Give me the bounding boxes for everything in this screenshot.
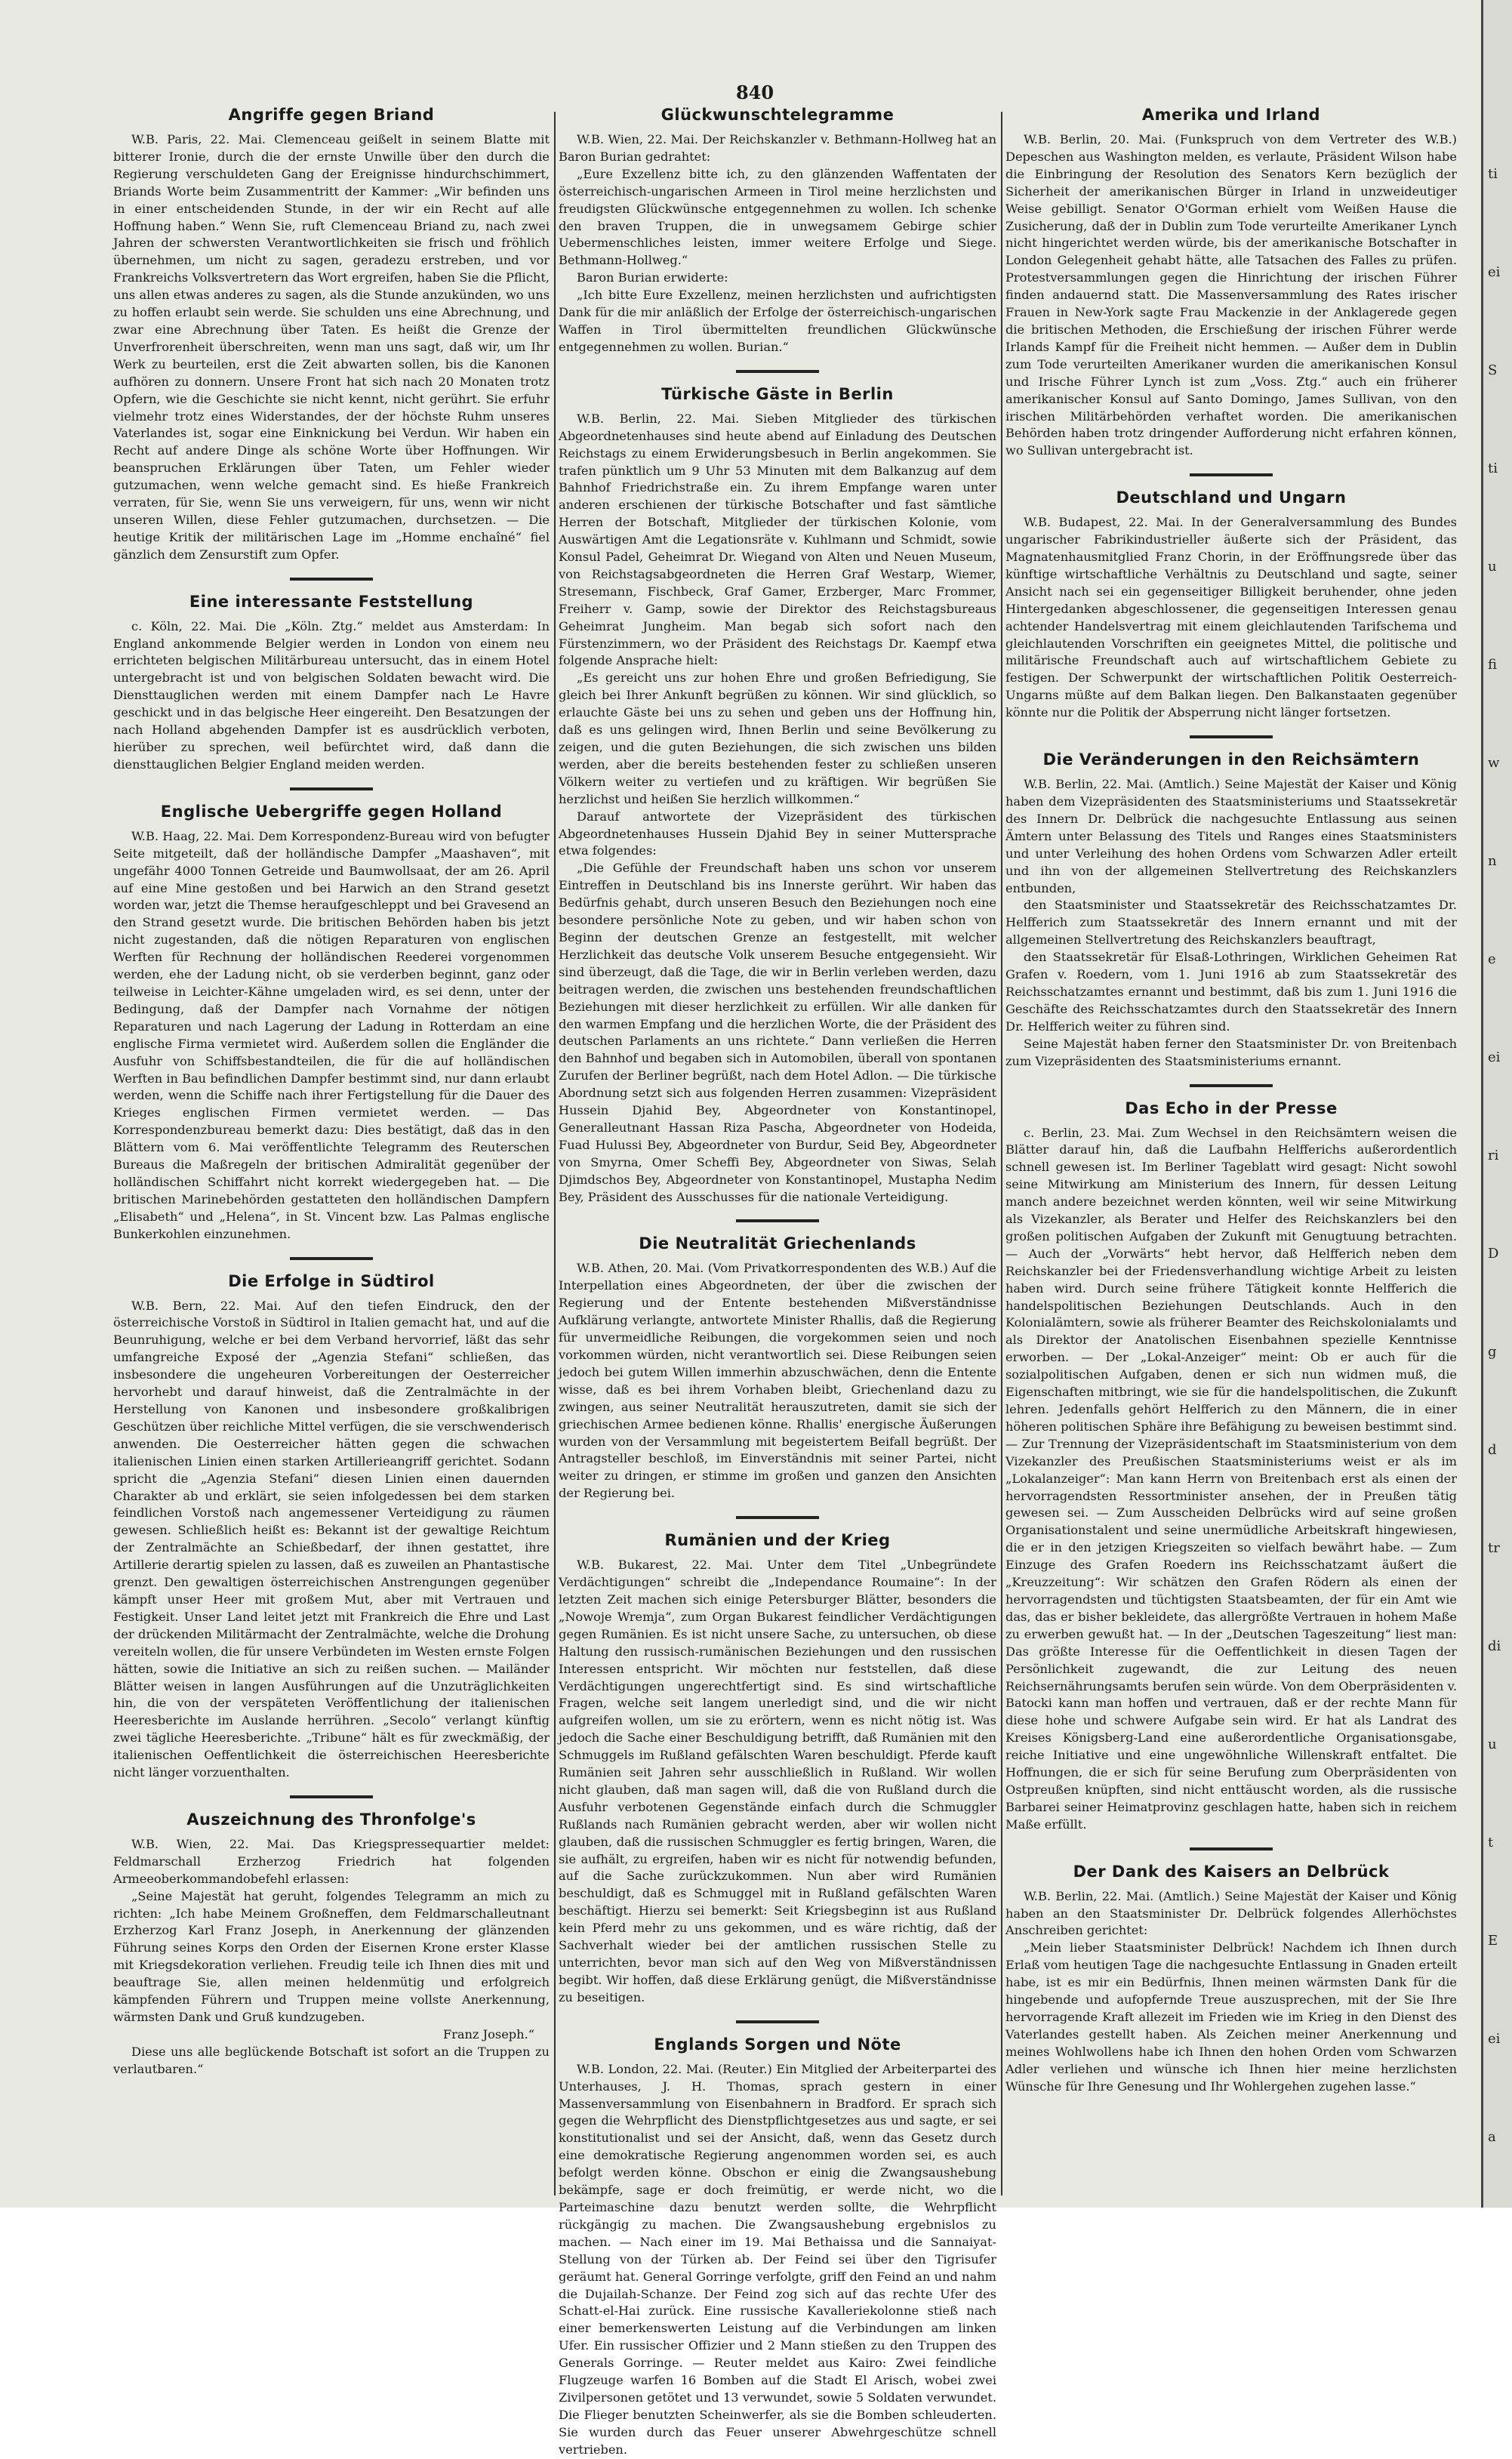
adjacent-page-fragment: e	[1488, 951, 1496, 967]
article-paragraph: W.B. Bern, 22. Mai. Auf den tiefen Eindruck, den der österreichische Vorstoß in Südtirol in Italien gemacht hat, und auf die Beunruhigung, welche er bei dem Verband hervorrief, läßt das sehr umfangreiche Exposé der „Agenzia Stefani“ schließen, das insbesondere die ungeheuren Vorbereitungen der Oesterreicher hervorhebt und darauf hinweist, daß die Zentralmächte in der Herstellung von Kanonen und insbesondere großkalibrigen Geschützen über reichliche Mittel verfügen, die sie verschwenderisch anwenden. Die Oesterreicher hätten gegen die schwachen italienischen Linien einen starken Artillerieangriff gerichtet. Sodann spricht die „Agenzia Stefani“ diesen Linien einen dauernden Charakter ab und erklärt, sie seien infolgedessen bei dem starken feindlichen Vorstoß nach angemessener Verteidigung zu räumen gewesen. Schließlich heißt es: Bekannt ist der gewaltige Reichtum der Zentralmächte an Schießbedarf, der ihnen gestattet, ihre Artillerie derartig spielen zu lassen, daß es zuweilen an Phantastische grenzt. Den gewaltigen österreichischen Anstrengungen gegenüber kämpft unser Heer mit großem Mut, aber mit Vertrauen und Festigkeit. Unser Land leitet jetzt mit Frankreich die Ehre und Last der drückenden Militärmacht der Zentralmächte, welche die Drohung vereiteln wollen, die für unsere Verbündeten im Westen ernste Folgen hätten, sowie die Initiative an sich zu reißen suchen. — Mailänder Blätter weisen in langen Ausführungen auf die Unzuträglichkeiten hin, die von der verspäteten Veröffentlichung der italienischen Heeresberichte im Auslande herrühren. „Secolo“ verlangt künftig zwei tägliche Heeresberichte. „Tribune“ hält es für zweckmäßig, der italienischen Oeffentlichkeit die österreichischen Heeresberichte nicht länger vorzuenthalten.	[113, 1298, 550, 1780]
article-separator	[1190, 1084, 1273, 1087]
adjacent-page-fragment: fi	[1488, 657, 1498, 673]
article-paragraph: „Ich bitte Eure Exzellenz, meinen herzlichsten und aufrichtigsten Dank für die mir anläßlich der Erfolge der österreichisch-ungarischen Waffen in Tirol übermittelten freundlichen Glückwünsche entgegennehmen zu wollen. Burian.“	[559, 288, 996, 354]
article-separator	[290, 1795, 373, 1798]
article-body	[113, 1836, 550, 2078]
article-paragraph: Baron Burian erwiderte:	[577, 270, 728, 285]
adjacent-page-fragment: di	[1488, 1638, 1501, 1654]
article-separator	[1190, 1847, 1273, 1850]
article-headline: Glückwunschtelegramme	[661, 106, 895, 124]
article-headline: Rumänien und der Krieg	[664, 1531, 891, 1550]
article-separator	[1190, 473, 1273, 476]
adjacent-page-fragment: E	[1488, 1933, 1498, 1949]
article	[559, 106, 996, 356]
article	[113, 106, 550, 564]
article-paragraph: Franz Joseph.“	[442, 2026, 534, 2041]
article-paragraph: „Die Gefühle der Freundschaft haben uns schon vor unserem Eintreffen in Deutschland bis ins Innerste gerührt. Wir haben das Bedürfnis gehabt, durch unseren Besuch den Beziehungen noch eine besondere persönliche Note zu geben, und wir haben schon von Beginn der deutschen Grenze an festgestellt, mit welcher Herzlichkeit das deutsche Volk unserem Besuche entgegensieht. Wir sind überzeugt, daß die Tage, die wir in Berlin verleben werden, dazu beitragen werden, die zwischen uns bestehenden freundschaftlichen Beziehungen mit dieser herzlichkeit zu erfüllen. Wir alle danken für den warmen Empfang und die herzlichen Worte, die der Präsident des deutschen Parlaments an uns richtete.“ Dann verließen die Herren den Bahnhof und begaben sich in Automobilen, überall von spontanen Zurufen der Berliner begrüßt, nach dem Hotel Adlon. — Die türkische Abordnung setzt sich aus folgenden Herren zusammen: Vizepräsident Hussein Djahid Bey, Abgeordneter von Konstantinopel, Generalleutnant Hassan Riza Pascha, Abgeordneter von Hodeida, Fuad Hulussi Bey, Abgeordneter von Burdur, Seid Bey, Abgeordneter von Smyrna, Omer Scheffi Bey, Abgeordneter von Siwas, Selah Djimdschos Bey, Abgeordneter von Konstantinopel, Mustapha Nedim Bey, Präsident des Ausschusses für die nationale Verteidigung.	[559, 861, 996, 1204]
article	[559, 2035, 996, 2459]
article-paragraph: W.B. Wien, 22. Mai. Der Reichskanzler v. Bethmann-Hollweg hat an Baron Burian gedrahtet:	[559, 132, 996, 164]
article-headline: Deutschland und Ungarn	[1116, 488, 1347, 507]
article-separator	[290, 578, 373, 581]
adjacent-page-fragment: ei	[1488, 1049, 1501, 1065]
adjacent-page-fragment: d	[1488, 1442, 1497, 1458]
article-paragraph: c. Berlin, 23. Mai. Zum Wechsel in den Reichsämtern weisen die Blätter darauf hin, daß die Laufbahn Helfferichs außerordentlich schnell gewesen ist. Im Berliner Tageblatt wird gesagt: Nicht sowohl seine Mitwirkung am Ministerium des Innern, für dessen Leitung manch andere bezeichnet werden könnten, weil wir seine Mitwirkung als Vizekanzler, als Berater und Helfer des Reichskanzlers bei den großen politischen Aufgaben der Zukunft mit Genugtuung betrachten. — Auch der „Vorwärts“ hebt hervor, daß Helfferich neben dem Reichskanzler bei der Friedensverhandlung wichtige Arbeit zu leisten haben wird. Durch seine frühere Tätigkeit konnte Helfferich die handelspolitischen Beziehungen Deutschlands. Auch in den Kolonialämtern, sowie als früherer Beamter des Reichskolonialamts und als Direktor der Anatolischen Eisenbahnen spezielle Kenntnisse erworben. — Der „Lokal-Anzeiger“ meint: Ob er auch für die sozialpolitischen Aufgaben, denen er sich nun widmen muß, die Eigenschaften mitbringt, wie sie für die handelspolitischen, die Zukunft lehren. Jedenfalls gehört Helfferich zu den Männern, die in einer höheren politischen Sphäre ihre Befähigung zu beweisen bestimmt sind. — Zur Trennung der Vizepräsidentschaft im Staatsministerium von dem Vizekanzler des Preußischen Staatsministeriums weist er als im „Lokalanzeiger“: Man kann Herrn von Breitenbach erst als einen der hervorragendsten Ressortminister ansehen, der in Preußen tätig gewesen sei. — Zum Ausscheiden Delbrücks wird auf seine großen Organisationstalent und seine unermüdliche Arbeitskraft hingewiesen, die er in den jetzigen Kriegszeiten so vielfach bewährt habe. — Zum Einzuge des Grafen Roedern ins Reichsschatzamt äußert die „Kreuzzeitung“: Wir schätzen den Grafen Rödern als einen der hervorragendsten und tüchtigsten Staatsbeamten, der für ein Amt wie das, das er bisher bekleidete, das allergrößte Vertrauen in hohem Maße zu erwerben gewußt hat. — In der „Deutschen Tageszeitung“ liest man: Das größte Interesse für die Oeffentlichkeit in diesen Tagen der Persönlichkeit zugewandt, die zur Leitung des neuen Reichsernährungsamts berufen sein würde. Von dem Oberpräsidenten v. Batocki kann man hoffen und vertrauen, daß er der rechte Mann für diese hohe und schwere Aufgabe sein wird. Er hat als Landrat des Kreises Königsberg-Land eine außerordentliche Organisationsgabe, reiche Initiative und eine ungewöhnliche Willenskraft entfaltet. Die Hoffnungen, die er sich für seine Berufung zum Oberpräsidenten von Ostpreußen knüpften, sind nicht enttäuscht worden, als die russische Barbarei seiner Heimatprovinz geschlagen hatte, haben sich in reichem Maße erfüllt.	[1005, 1125, 1457, 1832]
article	[1005, 106, 1457, 460]
adjacent-page-fragment: tr	[1488, 1540, 1500, 1556]
article-paragraph: W.B. Berlin, 22. Mai. (Amtlich.) Seine Majestät der Kaiser und König haben an den Staatsminister Dr. Delbrück folgendes Allerhöchstes Anschreiben gerichtet:	[1005, 1888, 1457, 1938]
article-separator	[736, 1219, 819, 1222]
article-body	[1005, 776, 1457, 1070]
article-paragraph: „Eure Exzellenz bitte ich, zu den glänzenden Waffentaten der österreichisch-ungarischen Armeen in Tirol meine herzlichsten und freudigsten Glückwünsche entgegennehmen zu wollen. Ich schenke den braven Truppen, die in unwegsamem Gebirge schier Uebermenschliches leisten, immer weitere Erfolge und Siege. Bethmann-Hollweg.“	[559, 166, 996, 268]
article-separator	[290, 787, 373, 790]
article-body	[113, 131, 550, 564]
adjacent-page-fragment: ei	[1488, 2031, 1501, 2047]
adjacent-page-fragment: D	[1488, 1246, 1499, 1262]
article-body	[559, 411, 996, 1206]
column-3	[1005, 106, 1457, 2197]
article-separator	[1190, 735, 1273, 738]
article-paragraph: W.B. Paris, 22. Mai. Clemenceau geißelt in seinem Blatte mit bitterer Ironie, durch die der ernste Unwille über den durch die Regierung verschuldeten Gang der Ereignisse hindurchschimmert, Briands Worte beim Zusammentritt der Kammer: „Wir befinden uns in einer entscheidenden Stunde, in der wir ein Recht auf alle Hoffnung haben.“ Wenn Sie, ruft Clemenceau Briand zu, nach zwei Jahren der schwersten Verantwortlichkeiten sie frisch und fröhlich übernehmen, um nicht zu sagen, geradezu erstreben, und vor Frankreichs Volksvertretern das Wort ergreifen, haben Sie die Pflicht, uns allen etwas anderes zu sagen, als die Stunde anzukünden, wo uns zu hoffen erlaubt sein werde. Sie schulden uns eine Abrechnung, und zwar eine Abrechnung über Taten. Es heißt die Grenze der Unverfrorenheit überschreiten, wenn man uns sagt, daß wir, um Ihr Werk zu beurteilen, erst die Zeit abwarten sollen, bis die Kanonen aufhören zu donnern. Unsere Front hat sich nach 20 Monaten trotz Opfern, wie die Geschichte sie nicht kennt, nicht gerührt. Sie erfuhr vielmehr trotz eines Widerstandes, der der höchste Ruhm unseres Vaterlandes ist, sogar eine Einknickung bei Verdun. Wir haben ein Recht auf andere Dinge als schöne Worte über Hoffnungen. Wir beanspruchen Erklärungen über Taten, um Fehler wieder gutzumachen, wenn welche gemacht sind. Es hieße Frankreich verraten, für Sie, wenn Sie uns verweigern, für uns, wenn wir nicht unseren Willen, diese Fehler gutzumachen, durchsetzen. — Die heutige Kritik der militärischen Lage im „Homme enchaîné“ fiel gänzlich dem Zensurstift zum Opfer.	[113, 132, 550, 562]
article-headline: Angriffe gegen Briand	[228, 106, 435, 124]
adjacent-page-fragment: ti	[1488, 461, 1498, 476]
adjacent-page-fragment: ri	[1488, 1148, 1499, 1163]
adjacent-page-fragment: u	[1488, 1736, 1497, 1752]
article-headline: Türkische Gäste in Berlin	[661, 384, 894, 403]
article-headline: Englands Sorgen und Nöte	[654, 2035, 901, 2054]
article-paragraph: W.B. London, 22. Mai. (Reuter.) Ein Mitglied der Arbeiterpartei des Unterhauses, J. H. Thomas, sprach gestern in einer Massenversammlung von Eisenbahnern in Bradford. Er sprach sich gegen die Wehrpflicht des Dienstpflichtgesetzes aus und sagte, er sei konstitutionalist und sei der Ansicht, daß, wenn das Gesetz durch eine demokratische Regierung angenommen worden sei, es auch befolgt werden könne. Obschon er einig die Zwangsaushebung bekämpfe, sage er doch freimütig, er werde nicht, wo die Parteimaschine dazu benutzt werden sollte, die Wehrpflicht rückgängig zu machen. Die Zwangsaushebung ergebnislos zu machen. — Nach einer im 19. Mai Bethaissa und die Sannaiyat-Stellung von der Türken ab. Der Feind sei über den Tigrisufer geräumt hat. General Gorringe verfolgte, griff den Feind an und nahm die Dujailah-Schanze. Der Feind zog sich auf das rechte Ufer des Schatt-el-Hai zurück. Eine russische Kavalleriekolonne stieß nach einer bemerkenswerten Leistung auf die Verbindungen am linken Ufer. Ein russischer Offizier und 2 Mann stießen zu den Truppen des Generals Gorringe. — Reuter meldet aus Kairo: Zwei feindliche Flugzeuge warfen 16 Bomben auf die Stadt El Arisch, wobei zwei Zivilpersonen getötet und 13 verwundet, sowie 5 Soldaten verwundet. Die Flieger benutzten Scheinwerfer, als sie die Bomben schleuderten. Sie wurden durch das Feuer unserer Abwehrgeschütze schnell vertrieben.	[559, 2061, 996, 2457]
article-headline: Die Veränderungen in den Reichsämtern	[1042, 750, 1420, 769]
article-paragraph: den Staatsminister und Staatssekretär des Reichsschatzamtes Dr. Helfferich zum Staatssekretär des Innern ernannt und mit der allgemeinen Stellvertretung des Reichskanzlers beauftragt,	[1005, 898, 1457, 948]
article-separator	[736, 370, 819, 373]
article-paragraph: W.B. Haag, 22. Mai. Dem Korrespondenz-Bureau wird von befugter Seite mitgeteilt, daß der holländische Dampfer „Maashaven“, mit ungefähr 4000 Tonnen Getreide und Baumwollsaat, der am 26. April auf eine Mine gestoßen und bei Harwich an den Strand gesetzt worden war, jetzt die Themse heraufgeschleppt und bei Gravesend an den Strand gesetzt wurde. Die britischen Behörden haben bis jetzt nicht zugestanden, daß die nötigen Reparaturen von englischen Werften für Rechnung der holländischen Reederei vorgenommen werden, ehe der Ladung nicht, ob sie verderben beginnt, ganz oder teilweise in Leichter-Kähne umgeladen wird, es sei denn, unter der Bedingung, daß der Dampfer nach Vornahme der nötigen Reparaturen und nach Lagerung der Ladung in Rotterdam an eine englische Firma vermietet wird. Außerdem sollen die Engländer die Ausfuhr von Schiffsbestandteilen, die für die auf holländischen Werften in Bau befindlichen Dampfer bestimmt sind, nur dann erlaubt werden, wenn die Schiffe nach ihrer Fertigstellung für die Dauer des Krieges englischen Firmen vermietet werden. — Das Korrespondenzbureau bemerkt dazu: Dies bestätigt, daß das in den Blättern vom 6. Mai veröffentlichte Telegramm des Reuterschen Bureaus die Maßregeln der britischen Admiralität gegenüber der holländischen Schiffahrt nicht korrekt wiedergegeben hat. — Die britischen Marinebehörden gestatteten den holländischen Dampfern „Elisabeth“ und „Helena“, in St. Vincent bzw. Las Palmas englische Bunkerkohlen einzunehmen.	[113, 828, 550, 1241]
article-body	[559, 1260, 996, 1502]
article-body	[113, 618, 550, 774]
article	[1005, 1863, 1457, 2096]
article-headline: Der Dank des Kaisers an Delbrück	[1073, 1862, 1390, 1881]
article-body	[113, 1298, 550, 1782]
article-paragraph: W.B. Budapest, 22. Mai. In der Generalversammlung des Bundes ungarischer Fabrikindustrieller äußerte sich der Präsident, das Magnatenhausmitglied Franz Chorin, in der Eröffnungsrede über das künftige wirtschaftliche Verhältnis zu Deutschland und sagte, seiner Ansicht nach sei ein gegenseitiger Billigkeit beruhender, ohne jeden Hintergedanken abgeschlossener, die gegenseitigen Interessen genau achtender Handelsvertrag mit einem gleichlautenden Tarifschema und gleichlautenden Vorschriften ein geeignetes Mittel, die politische und militärische Freundschaft auch auf wirtschaftlichem Gebiete zu festigen. Der Schwerpunkt der wirtschaftlichen Politik Oesterreich-Ungarns müßte auf dem Balkan liegen. Den Balkanstaaten gegenüber könnte nur die Politik der Absperrung nicht länger fortsetzen.	[1005, 515, 1457, 720]
article-separator	[736, 1516, 819, 1519]
article	[559, 1234, 996, 1502]
adjacent-page-fragment: u	[1488, 559, 1497, 575]
article	[1005, 750, 1457, 1070]
adjacent-page-fragment: g	[1488, 1344, 1497, 1360]
page-number: 840	[735, 82, 774, 103]
adjacent-page-fragment: ei	[1488, 264, 1501, 280]
article-headline: Das Echo in der Presse	[1125, 1099, 1338, 1117]
article-body	[1005, 514, 1457, 722]
adjacent-page-fragment: t	[1488, 1835, 1494, 1850]
article-paragraph: Diese uns alle beglückende Botschaft ist sofort an die Truppen zu verlautbaren.“	[113, 2044, 550, 2076]
article-paragraph: W.B. Berlin, 20. Mai. (Funkspruch von dem Vertreter des W.B.) Depeschen aus Washington melden, es verlaute, Präsident Wilson habe die Einbringung der Resolution des Senators Kern bezüglich der Sicherheit der amerikanischen Bürger in Irland in unzweideutiger Weise gebilligt. Senator O'Gorman erhielt vom Weißen Hause die Zusicherung, daß der in Dublin zum Tode verurteilte Amerikaner Lynch nicht hingerichtet werden würde, bis der amerikanische Botschafter in London Gelegenheit gehabt hätte, alle Tatsachen des Falles zu prüfen. Protestversammlungen gegen die Hinrichtung der irischen Führer finden andauernd statt. Die Massenversammlung des Rates irischer Frauen in New-York sagte Frau Mackenzie in der Anklagerede gegen die britischen Methoden, die Erschießung der irischen Führer werde Irlands Kampf für die Freiheit nicht hemmen. — Außer dem in Dublin zum Tode verurteilten Amerikaner wurden die amerikanischen Konsul und Irische Führer Lynch ist zum „Voss. Ztg.“ auch ein früherer amerikanischer Konsul auf Santo Domingo, James Sullivan, von den irischen Militärbehörden verhaftet worden. Die amerikanischen Behörden haben trotz dringender Aufforderung nicht erfahren können, wo Sullivan untergebracht ist.	[1005, 132, 1457, 458]
article-paragraph: „Seine Majestät hat geruht, folgendes Telegramm an mich zu richten: „Ich habe Meinem Großneffen, dem Feldmarschalleutnant Erzherzog Karl Franz Joseph, in Anerkennung der glänzenden Führung seines Korps den Orden der Eisernen Krone erster Klasse mit Kriegsdekoration verliehen. Freudig teile ich Ihnen dies mit und beauftrage Sie, allen meinen heldenmütig und erfolgreich kämpfenden Führern und Truppen meine vollste Anerkennung, wärmsten Dank und Gruß kundzugeben.	[113, 1888, 550, 2024]
column-rule-1	[554, 112, 556, 2196]
article	[113, 593, 550, 774]
article-headline: Amerika und Irland	[1141, 106, 1321, 124]
article-headline: Die Erfolge in Südtirol	[228, 1271, 435, 1290]
adjacent-page-fragment: w	[1488, 755, 1500, 771]
column-rule-2	[1001, 112, 1002, 2196]
adjacent-page-fragment: a	[1488, 2129, 1496, 2145]
adjacent-page-edge	[1481, 0, 1512, 2208]
article-paragraph: „Mein lieber Staatsminister Delbrück! Nachdem ich Ihnen durch Erlaß vom heutigen Tage die nachgesuchte Entlassung in Gnaden erteilt habe, ist es mir ein Bedürfnis, Ihnen meinen wärmsten Dank für die hingebende und aufopfernde Treue auszusprechen, mit der Sie Ihre hervorragende Kraft allezeit im Frieden wie im Krieg in den Dienst des Vaterlandes gestellt haben. Als Zeichen meiner Anerkennung und meines Wohlwollens habe ich Ihnen den hohen Orden vom Schwarzen Adler verliehen und wünsche ich Ihnen hier meine herzlichsten Wünsche für Ihre Genesung und Ihr Wohlergehen zugehen lasse.“	[1005, 1940, 1457, 2094]
article-body	[559, 131, 996, 356]
article-paragraph: „Es gereicht uns zur hohen Ehre und großen Befriedigung, Sie gleich bei Ihrer Ankunft begrüßen zu können. Wir sind glücklich, so erlauchte Gäste bei uns zu sehen und geben uns der Hoffnung hin, daß es uns gelingen wird, Ihnen Berlin und seine Bevölkerung zu zeigen, und die guten Beziehungen, die sich zwischen uns bilden werden, aber die bereits bestehenden fester zu schließen unseren Völkern weiter zu vertiefen und zu kräftigen. Wir begrüßen Sie herzlichst und heißen Sie herzlich willkommen.“	[559, 670, 996, 806]
article	[113, 803, 550, 1243]
article-body	[1005, 1888, 1457, 2096]
article-headline: Eine interessante Feststellung	[189, 592, 474, 611]
article	[113, 1810, 550, 2078]
article-paragraph: c. Köln, 22. Mai. Die „Köln. Ztg.“ meldet aus Amsterdam: In England ankommende Belgier werden in London von einem neu errichteten belgischen Militärbureau untersucht, das in einem Hotel untergebracht ist und von belgischen Soldaten bewacht wird. Die Diensttauglichen werden mit einem Dampfer nach Le Havre geschickt und in das belgische Heer eingereiht. Den Besatzungen der nach Holland abgehenden Dampfer ist es ausdrücklich verboten, hierüber zu sprechen, weil befürchtet wird, daß dann die diensttauglichen Belgier England meiden werden.	[113, 618, 550, 772]
article-headline: Englische Uebergriffe gegen Holland	[160, 802, 503, 821]
article-paragraph: W.B. Berlin, 22. Mai. (Amtlich.) Seine Majestät der Kaiser und König haben dem Vizepräsidenten des Staatsministeriums und Staatssekretär des Innern Dr. Delbrück die nachgesuchte Entlassung aus seinen Ämtern unter Belassung des Titels und Ranges eines Staatsministers und unter Verleihung des hohen Ordens vom Schwarzen Adler erteilt und ihn von der allgemeinen Stellvertretung des Reichskanzlers entbunden,	[1005, 777, 1457, 895]
article-headline: Auszeichnung des Thronfolge's	[186, 1810, 476, 1829]
article	[113, 1272, 550, 1782]
article	[1005, 488, 1457, 722]
adjacent-page-fragment: n	[1488, 853, 1497, 869]
article-headline: Die Neutralität Griechenlands	[639, 1234, 916, 1253]
article-separator	[736, 2020, 819, 2023]
adjacent-page-fragment: ti	[1488, 166, 1498, 182]
article	[1005, 1099, 1457, 1834]
article-paragraph: Darauf antwortete der Vizepräsident des türkischen Abgeordnetenhauses Hussein Djahid Bey in seiner Muttersprache etwa folgendes:	[559, 809, 996, 858]
article	[559, 1531, 996, 2007]
article-paragraph: W.B. Wien, 22. Mai. Das Kriegspressequartier meldet: Feldmarschall Erzherzog Friedrich hat folgenden Armeeoberkommandobefehl erlassen:	[113, 1836, 550, 1886]
column-1	[113, 106, 550, 2197]
article-body	[1005, 131, 1457, 460]
article-paragraph: W.B. Athen, 20. Mai. (Vom Privatkorrespondenten des W.B.) Auf die Interpellation eines Abgeordneten, der über die zwischen der Regierung und der Entente bestehenden Mißverständnisse Aufklärung verlangte, antwortete Minister Rhallis, daß die Regierung für unvermeidliche Reibungen, die vorgekommen seien und noch vorkommen würden, nicht verantwortlich sei. Diese Reibungen seien jedoch bei gutem Willen immerhin abzuschwächen, denn die Entente wisse, daß es bei ihrem Vorhaben bleibt, Griechenland dazu zu zwingen, aus seiner Neutralität herauszutreten, damit sie sich der griechischen Armee bedienen könne. Rhallis' energische Äußerungen wurden von der Versammlung mit begeistertem Beifall begrüßt. Der Antragsteller beschloß, im Einverständnis mit seiner Partei, nicht weiter zu dringen, er stimme im großen und ganzen den Ansichten der Regierung bei.	[559, 1261, 996, 1501]
column-2	[559, 106, 996, 2457]
article-body	[113, 828, 550, 1243]
article-paragraph: den Staatssekretär für Elsaß-Lothringen, Wirklichen Geheimen Rat Grafen v. Roedern, vom 1. Juni 1916 ab zum Staatssekretär des Reichsschatzamtes ernannt und bestimmt, daß bis zum 1. Juni 1916 die Geschäfte des Reichsschatzamtes durch den Staatssekretär des Innern Dr. Helfferich weiter zu führen sind.	[1005, 950, 1457, 1034]
article	[559, 385, 996, 1206]
article-paragraph: Seine Majestät haben ferner den Staatsminister Dr. von Breitenbach zum Vizepräsidenten des Staatsministeriums ernannt.	[1005, 1036, 1457, 1068]
article-body	[1005, 1125, 1457, 1834]
article-body	[559, 2061, 996, 2459]
article-body	[559, 1557, 996, 2007]
article-paragraph: W.B. Bukarest, 22. Mai. Unter dem Titel „Unbegründete Verdächtigungen“ schreibt die „Independance Roumaine“: In der letzten Zeit machen sich einige Petersburger Blätter, besonders die „Nowoje Wremja“, zum Organ Bukarest feindlicher Verdächtigungen gegen Rumänien. Es ist nicht unsere Sache, zu untersuchen, ob diese Haltung den russisch-rumänischen Beziehungen und den russischen Interessen entspricht. Wir möchten nur feststellen, daß diese Verdächtigungen ungerechtfertigt sind. Es sind wirtschaftliche Fragen, welche seit langem unerledigt sind, und die wir nicht aufgreifen wollen, um sie zu erörtern, wenn es nicht nötig ist. Was jedoch die Sache einer Beschuldigung betrifft, daß Rumänien mit den Schmuggels im Rußland gefälschten Waren beschuldigt. Pferde kauft Rumänien seit Jahren sehr ausschließlich in Rußland. Wir wollen nicht glauben, daß man sagen will, daß die von Rußland durch die Ausfuhr verbotenen Gegenstände einfach durch die Schmuggler Rußlands nach Rumänien gebracht werden, aber wir wollen nicht glauben, daß die russischen Schmuggler es fertig bringen, Waren, die sie aufhält, zu ergreifen, haben wir es nicht für notwendig befunden, auf die Sache zurückzukommen. Nun aber wird Rumänien beschuldigt, daß es Schmuggel mit in Rußland gefälschten Waren beschäftigt. Hierzu sei bemerkt: Seit Kriegsbeginn ist aus Rußland kein Pferd mehr zu uns gekommen, und es wäre richtig, daß der Sachverhalt wieder bei der amtlichen russischen Stelle zu unterrichten, bevor man sich auf den Weg von Mißverständnissen begibt. Wir hoffen, daß diese Erklärung genügt, die Mißverständnisse zu beseitigen.	[559, 1558, 996, 2004]
adjacent-page-fragment: S	[1488, 362, 1498, 378]
article-separator	[290, 1257, 373, 1260]
article-paragraph: W.B. Berlin, 22. Mai. Sieben Mitglieder des türkischen Abgeordnetenhauses sind heute abend auf Einladung des Deutschen Reichstags zu einem Erwiderungsbesuch in Berlin angekommen. Sie trafen pünktlich um 9 Uhr 53 Minuten mit dem Balkanzug auf dem Bahnhof Friedrichstraße ein. Zu ihrem Empfange waren unter anderen erschienen der türkische Botschafter und fast sämtliche Herren der Botschaft, Mitglieder der türkischen Kolonie, vom Auswärtigen Amt die Legationsräte v. Kuhlmann und Schmidt, sowie Konsul Padel, Geheimrat Dr. Wiegand von Alten und Neuen Museum, von Reichstagsabgeordneten die Herren Graf Westarp, Wiemer, Stresemann, Fischbeck, Graf Gamer, Erzberger, Marc Frommer, Freiherr v. Gamp, sowie der Direktor des Reichstagsbureaus Geheimrat Jungheim. Man begab sich sofort nach den Fürstenzimmern, wo der Präsident des Reichstags Dr. Kaempf etwa folgende Ansprache hielt:	[559, 411, 996, 668]
